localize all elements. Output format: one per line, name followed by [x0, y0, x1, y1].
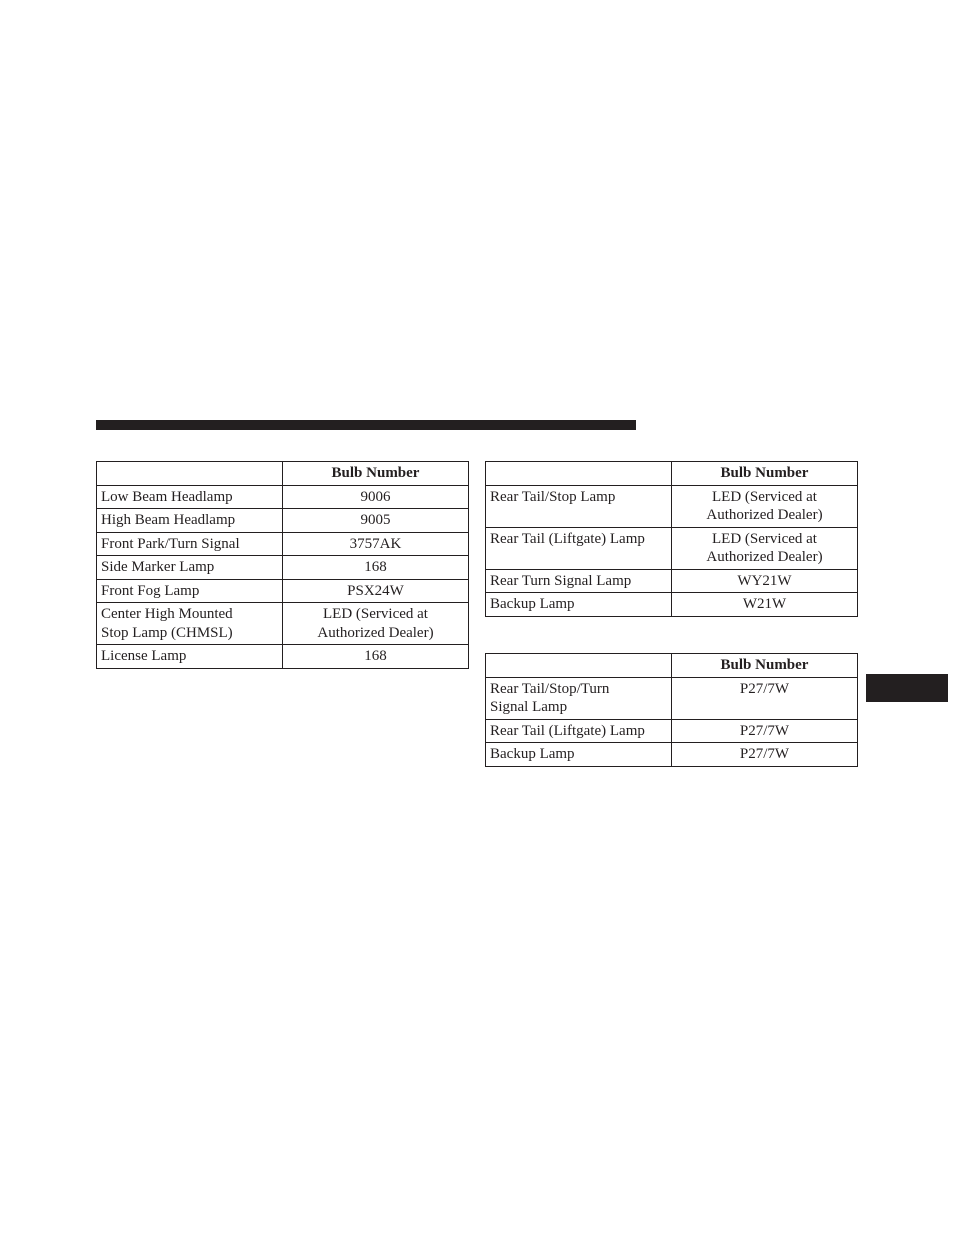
rear-bulb-table-incandescent [485, 653, 858, 767]
table-row [486, 569, 858, 593]
table-row [97, 645, 469, 669]
table-row [97, 532, 469, 556]
bulb-number: 168 [283, 556, 469, 580]
bulb-number: LED (Serviced at Authorized Dealer) [672, 485, 858, 527]
table-row [97, 603, 469, 645]
lamp-name: Low Beam Headlamp [97, 485, 283, 509]
lamp-name: High Beam Headlamp [97, 509, 283, 533]
lamp-name: Rear Tail/Stop Lamp [486, 485, 672, 527]
lamp-column-header [486, 462, 672, 486]
table-row [486, 485, 858, 527]
table-row [97, 579, 469, 603]
bulb-number: W21W [672, 593, 858, 617]
table-row [486, 677, 858, 719]
table-row [486, 743, 858, 767]
bulb-number: 3757AK [283, 532, 469, 556]
lamp-name: Backup Lamp [486, 743, 672, 767]
lamp-name: Front Fog Lamp [97, 579, 283, 603]
bulb-number: P27/7W [672, 677, 858, 719]
bulb-number-header: Bulb Number [283, 462, 469, 486]
bulb-number: 9005 [283, 509, 469, 533]
table-row [486, 527, 858, 569]
bulb-number-header: Bulb Number [672, 462, 858, 486]
table-row [486, 719, 858, 743]
bulb-number: LED (Serviced at Authorized Dealer) [672, 527, 858, 569]
front-bulb-table [96, 461, 469, 669]
section-header-rule [96, 420, 636, 430]
bulb-number: WY21W [672, 569, 858, 593]
bulb-number: P27/7W [672, 743, 858, 767]
lamp-name: Backup Lamp [486, 593, 672, 617]
lamp-name: Rear Turn Signal Lamp [486, 569, 672, 593]
lamp-name: Center High Mounted Stop Lamp (CHMSL) [97, 603, 283, 645]
chapter-tab [866, 674, 948, 702]
bulb-number-header: Bulb Number [672, 654, 858, 678]
lamp-name: Rear Tail (Liftgate) Lamp [486, 719, 672, 743]
bulb-number: 168 [283, 645, 469, 669]
table-row [97, 485, 469, 509]
bulb-number: 9006 [283, 485, 469, 509]
lamp-name: Front Park/Turn Signal [97, 532, 283, 556]
bulb-number: PSX24W [283, 579, 469, 603]
table-row [97, 509, 469, 533]
lamp-column-header [97, 462, 283, 486]
lamp-name: Side Marker Lamp [97, 556, 283, 580]
rear-bulb-table-led [485, 461, 858, 617]
lamp-name: Rear Tail (Liftgate) Lamp [486, 527, 672, 569]
lamp-name: Rear Tail/Stop/Turn Signal Lamp [486, 677, 672, 719]
bulb-number: P27/7W [672, 719, 858, 743]
lamp-column-header [486, 654, 672, 678]
table-row [97, 556, 469, 580]
table-header-row [486, 462, 858, 486]
table-row [486, 593, 858, 617]
lamp-name: License Lamp [97, 645, 283, 669]
table-header-row [486, 654, 858, 678]
bulb-number: LED (Serviced at Authorized Dealer) [283, 603, 469, 645]
table-header-row [97, 462, 469, 486]
